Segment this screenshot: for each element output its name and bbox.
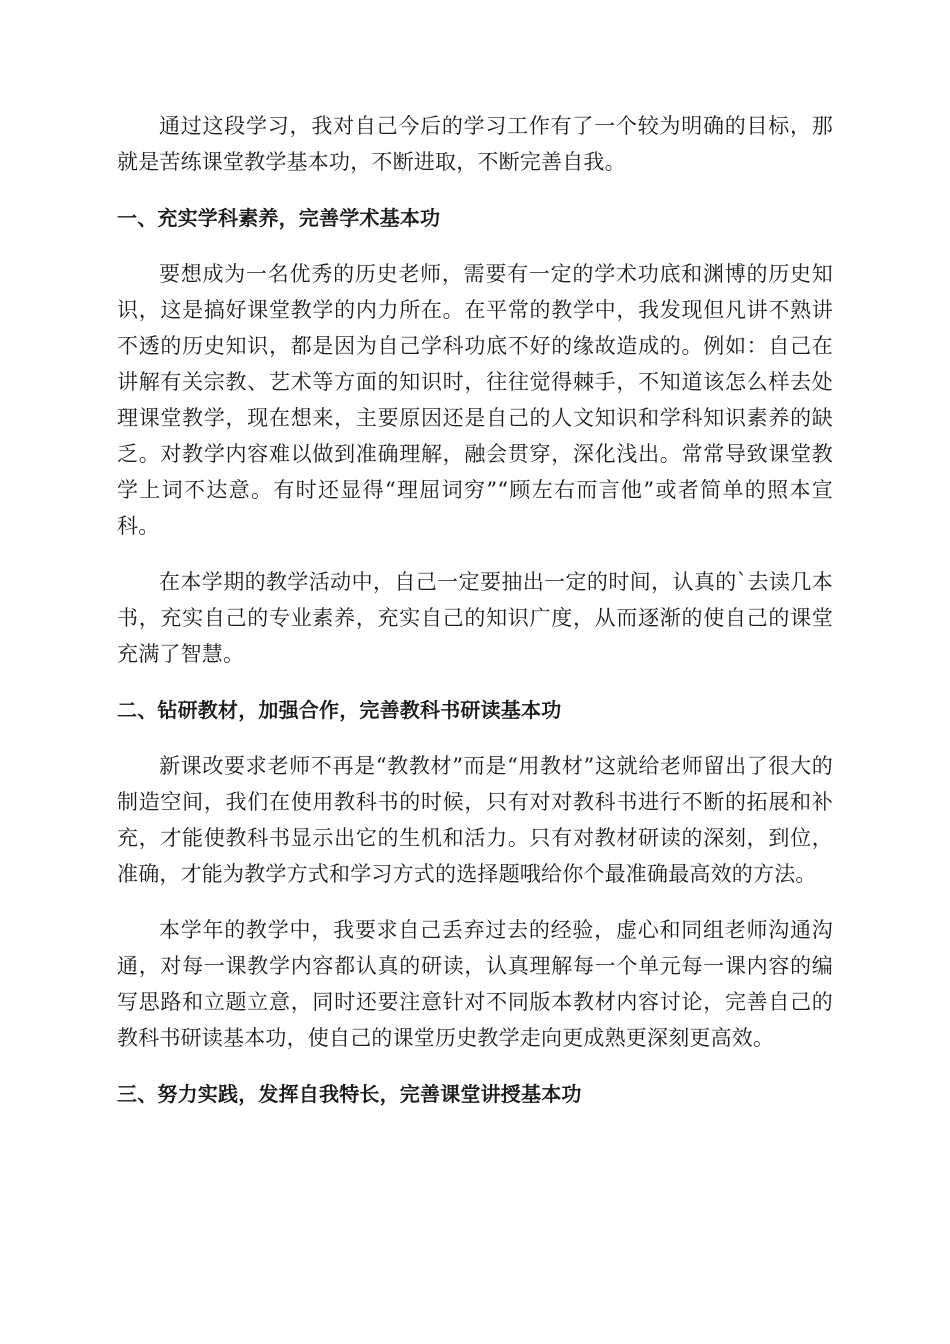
paragraph-section2-a: 新课改要求老师不再是“教教材”而是“用教材”这就给老师留出了很大的制造空间，我们在使用教科书的时候，只有对对教科书进行不断的拓展和补充，才能使教科书显示出它的生机和活力。只有对教材研读的深刻，到位，准确，才能为教学方式和学习方式的选择题哦给你个最准确最高效的方法。 — [117, 754, 833, 886]
section-heading-3: 三、努力实践，发挥自我特长，完善课堂讲授基本功 — [117, 1082, 582, 1106]
document-body — [117, 108, 833, 1112]
paragraph-section1-a: 要想成为一名优秀的历史老师，需要有一定的学术功底和渊博的历史知识，这是搞好课堂教学的内力所在。在平常的教学中，我发现但凡讲不熟讲不透的历史知识，都是因为自己学科功底不好的缘故造成的。例如：自己在讲解有关宗教、艺术等方面的知识时，往往觉得棘手，不知道该怎么样去处理课堂教学，现在想来，主要原因还是自己的人文知识和学科知识素养的缺乏。对教学内容难以做到准确理解，融会贯穿，深化浅出。常常导致课堂教学上词不达意。有时还显得“理屈词穷”“顾左右而言他”或者简单的照本宣科。 — [117, 262, 833, 538]
paragraph-section2-b: 本学年的教学中，我要求自己丢弃过去的经验，虚心和同组老师沟通沟通，对每一课教学内容都认真的研读，认真理解每一个单元每一课内容的编写思路和立题立意，同时还要注意针对不同版本教材内容讨论，完善自己的教科书研读基本功，使自己的课堂历史教学走向更成熟更深刻更高效。 — [117, 918, 833, 1050]
section-heading-1: 一、充实学科素养，完善学术基本功 — [117, 206, 441, 230]
paragraph-intro: 通过这段学习，我对自己今后的学习工作有了一个较为明确的目标，那就是苦练课堂教学基本功，不断进取，不断完善自我。 — [117, 114, 833, 174]
section-heading-2: 二、钻研教材，加强合作，完善教科书研读基本功 — [117, 698, 562, 722]
paragraph-section1-b: 在本学期的教学活动中，自己一定要抽出一定的时间，认真的`去读几本书，充实自己的专业素养，充实自己的知识广度，从而逐渐的使自己的课堂充满了智慧。 — [117, 570, 833, 666]
